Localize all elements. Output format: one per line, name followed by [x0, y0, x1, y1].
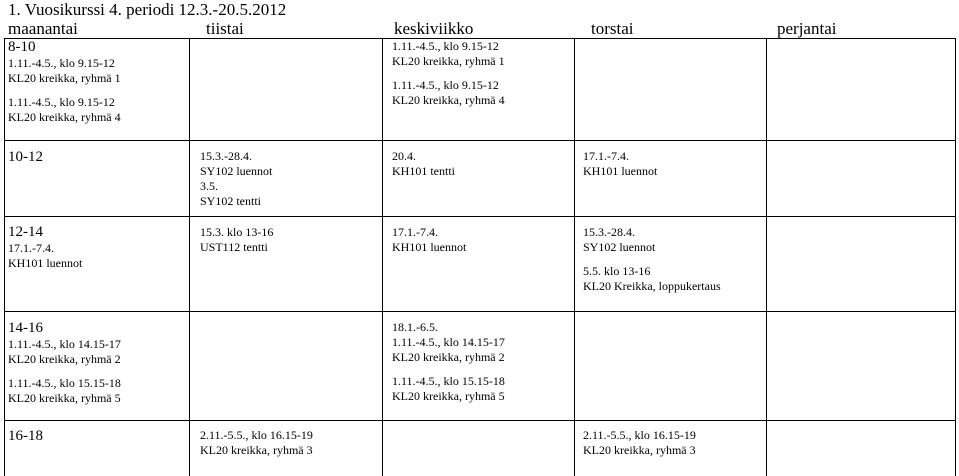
- day-header-wednesday: keskiviikko: [394, 19, 474, 38]
- day-header-friday: perjantai: [777, 19, 837, 38]
- day-header-tuesday: tiistai: [206, 19, 244, 38]
- cell-mon-12-14: 12-14 17.1.-7.4. KH101 luennot: [8, 224, 83, 270]
- cell-mon-16-18: [8, 428, 43, 445]
- grid-col-line-1: [189, 38, 190, 476]
- grid-col-line-4: [766, 38, 767, 476]
- cell-tue-12-14: 15.3. klo 13-16 UST112 tentti: [200, 225, 274, 254]
- cell-wed-10-12: 20.4. KH101 tentti: [392, 149, 455, 178]
- cell-mon-14-16: 14-16 1.11.-4.5., klo 14.15-17 KL20 kreikka, ryhmä 2 1.11.-4.5., klo 15.15-18 KL20 kreikka, ryhmä 5: [8, 320, 121, 405]
- cell-wed-12-14: 17.1.-7.4. KH101 luennot: [392, 225, 467, 254]
- cell-wed-8-10: 1.11.-4.5., klo 9.15-12 KL20 kreikka, ryhmä 1 1.11.-4.5., klo 9.15-12 KL20 kreikka, ryhmä 4: [392, 39, 505, 107]
- time-slot-label: 14-16: [8, 320, 43, 336]
- cell-tue-16-18: 2.11.-5.5., klo 16.15-19 KL20 kreikka, ryhmä 3: [200, 428, 313, 457]
- grid-col-line-2: [382, 38, 383, 476]
- cell-mon-10-12: [8, 149, 43, 166]
- cell-mon-8-10: 8-10 1.11.-4.5., klo 9.15-12 KL20 kreikka, ryhmä 1 1.11.-4.5., klo 9.15-12 KL20 kreikka, ryhmä 4: [8, 39, 121, 124]
- cell-thu-16-18: 2.11.-5.5., klo 16.15-19 KL20 kreikka, ryhmä 3: [583, 428, 696, 457]
- grid-line-row-4: [4, 420, 955, 421]
- cell-wed-14-16: 18.1.-6.5. 1.11.-4.5., klo 14.15-17 KL20 kreikka, ryhmä 2 1.11.-4.5., klo 15.15-18 KL20 kreikka, ryhmä 5: [392, 320, 505, 403]
- time-slot-label: 8-10: [8, 39, 36, 55]
- cell-tue-10-12: 15.3.-28.4. SY102 luennot 3.5. SY102 tentti: [200, 149, 273, 208]
- grid-line-row-3: [4, 311, 955, 312]
- grid-col-line-3: [574, 38, 575, 476]
- page-title: 1. Vuosikurssi 4. periodi 12.3.-20.5.2012: [8, 0, 287, 19]
- grid-col-line-5: [955, 38, 956, 476]
- day-header-thursday: torstai: [591, 19, 634, 38]
- grid-line-row-1: [4, 140, 955, 141]
- time-slot-label: 12-14: [8, 224, 43, 240]
- grid-col-line-0: [4, 38, 5, 476]
- time-slot-label: 16-18: [8, 428, 43, 444]
- cell-thu-10-12: 17.1.-7.4. KH101 luennot: [583, 149, 658, 178]
- grid-line-row-2: [4, 216, 955, 217]
- time-slot-label: 10-12: [8, 149, 43, 165]
- day-header-monday: maanantai: [8, 19, 78, 38]
- cell-thu-12-14: 15.3.-28.4. SY102 luennot 5.5. klo 13-16 KL20 Kreikka, loppukertaus: [583, 225, 721, 293]
